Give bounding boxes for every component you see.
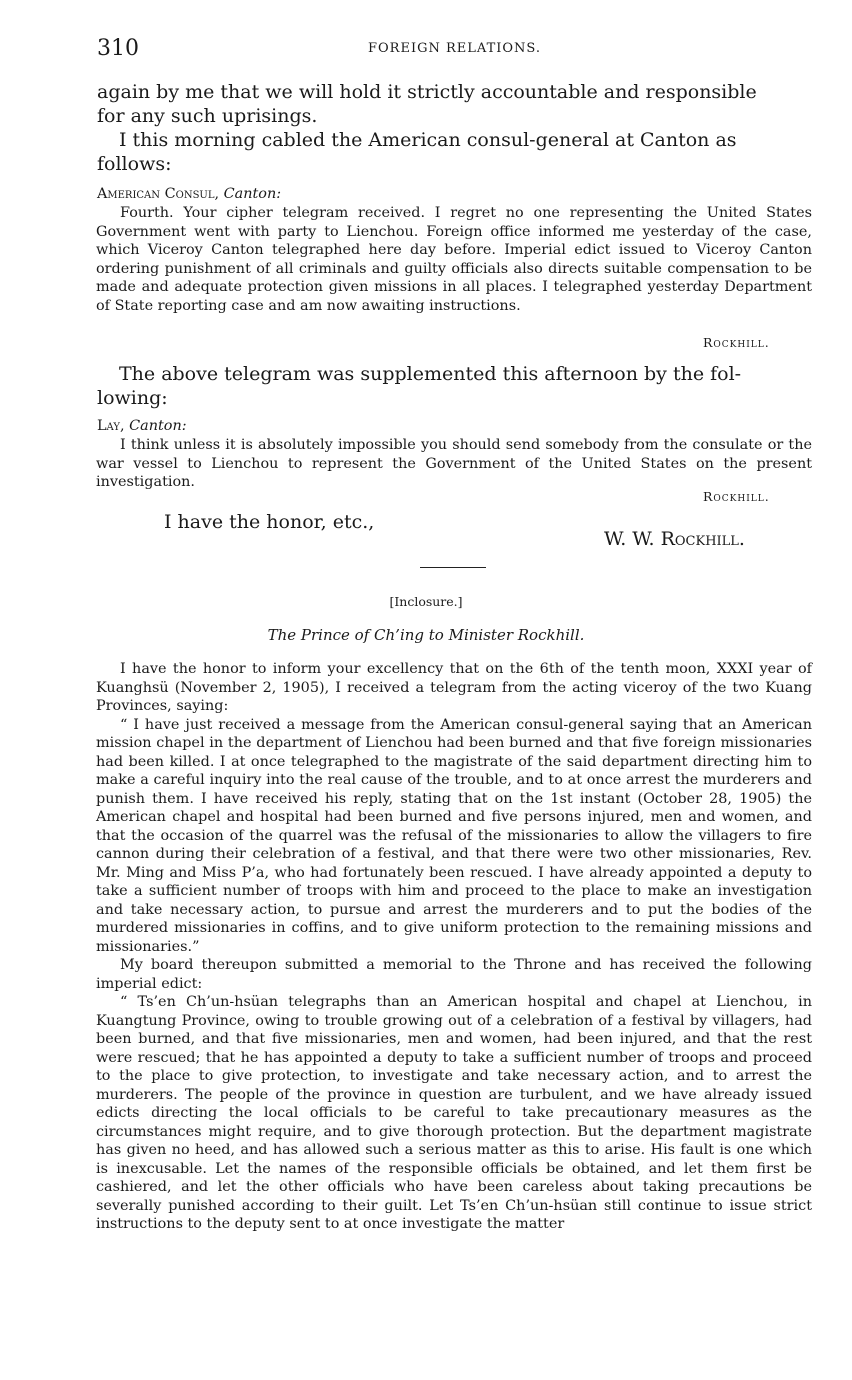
page-number: 310 <box>97 36 139 61</box>
telegram-1-body: Fourth. Your cipher telegram received. I regret no one representing the United States Government went with party to Lienchou. Foreign office informed me yesterday of the case, which Viceroy Canton telegraphed here day before. Imperial edict issued to Viceroy Canton ordering punishment of all criminals and guilty officials also directs suitable compensation to be made and adequate protection given missions in all places. I telegraphed yesterday Department of State reporting case and am now awaiting instructions. <box>96 205 812 314</box>
telegram-1 <box>96 204 812 315</box>
address-name: Lay, <box>97 418 125 434</box>
closing-honor: I have the honor, etc., <box>164 511 375 533</box>
telegram-2-signature: Rockhill. <box>703 489 770 504</box>
inclosure-paragraph-1: I have the honor to inform your excellency that on the 6th of the tenth moon, XXXI year of Kuanghsü (November 2, 1905), I received a telegram from the acting viceroy of the two Kuang Provinces, saying: <box>96 661 812 714</box>
intro-line-3: I this morning cabled the American consul-general at Canton as <box>119 129 737 151</box>
telegram-2-body: I think unless it is absolutely impossible you should send somebody from the consulate or the war vessel to Lienchou to represent the Government of the United States on the present investigation. <box>96 437 812 490</box>
separator-rule <box>420 567 486 568</box>
running-head: FOREIGN RELATIONS. <box>368 41 541 56</box>
inclosure-title: The Prince of Ch’ing to Minister Rockhill. <box>267 626 585 644</box>
intro-line-1: again by me that we will hold it strictly accountable and responsible <box>97 81 757 103</box>
telegram-2 <box>96 436 812 492</box>
inclosure-body <box>96 660 812 1234</box>
address-place: Canton: <box>129 418 187 434</box>
telegram-1-signature: Rockhill. <box>703 335 770 350</box>
telegram-2-address <box>97 417 187 436</box>
supplement-line-2: lowing: <box>97 387 168 409</box>
inclosure-paragraph-3: My board thereupon submitted a memorial to the Throne and has received the following imperial edict: <box>96 957 812 992</box>
address-place: Canton: <box>223 186 282 202</box>
supplement-line-1: The above telegram was supplemented this afternoon by the fol- <box>119 363 742 385</box>
intro-line-2: for any such uprisings. <box>97 105 318 127</box>
intro-line-4: follows: <box>97 153 172 175</box>
inclosure-label: [Inclosure.] <box>389 594 463 609</box>
closing-signature: W. W. Rockhill. <box>604 528 745 550</box>
address-name: American Consul, <box>97 186 220 202</box>
inclosure-paragraph-2: “ I have just received a message from the American consul-general saying that an American mission chapel in the department of Lienchou had been burned and that five foreign missionaries had been killed. I at once telegraphed to the magistrate of the said department directing him to make a careful inquiry into the real cause of the trouble, and to at once arrest the murderers and punish them. I have received his reply, stating that on the 1st instant (October 28, 1905) the American chapel and hospital had been burned and five persons injured, men and women, and that the occasion of the quarrel was the refusal of the missionaries to allow the villagers to fire cannon during their celebration of a festival, and that there were two other missionaries, Rev. Mr. Ming and Miss P’a, who had fortunately been rescued. I have already appointed a deputy to take a sufficient number of troops with him and proceed to the place to make an investigation and take necessary action, to pursue and arrest the murderers and to put the bodies of the murdered missionaries in coffins, and to give uniform protection to the remaining missions and missionaries.” <box>96 716 812 955</box>
page-header <box>97 36 812 62</box>
inclosure-paragraph-4: “ Ts’en Ch’un-hsüan telegraphs than an American hospital and chapel at Lienchou, in Kuangtung Province, owing to trouble growing out of a celebration of a festival by villagers, had been burned, and that five missionaries, men and women, had been injured, and that the rest were rescued; that he has appointed a deputy to take a sufficient number of troops and proceed to the place to give protection, to investigate and take necessary action, and to arrest the murderers. The people of the province in question are turbulent, and we have already issued edicts directing the local officials to be careful to take precautionary measures as the circumstances might require, and to give thorough protection. But the department magistrate has given no heed, and has allowed such a serious matter as this to arise. His fault is one which is inexcusable. Let the names of the responsible officials be obtained, and let them first be cashiered, and let the other officials who have been careless about taking precautions be severally punished according to their guilt. Let Ts’en Ch’un-hsüan still continue to issue strict instructions to the deputy sent to at once investigate the matter <box>96 994 812 1232</box>
telegram-1-address <box>97 185 281 204</box>
